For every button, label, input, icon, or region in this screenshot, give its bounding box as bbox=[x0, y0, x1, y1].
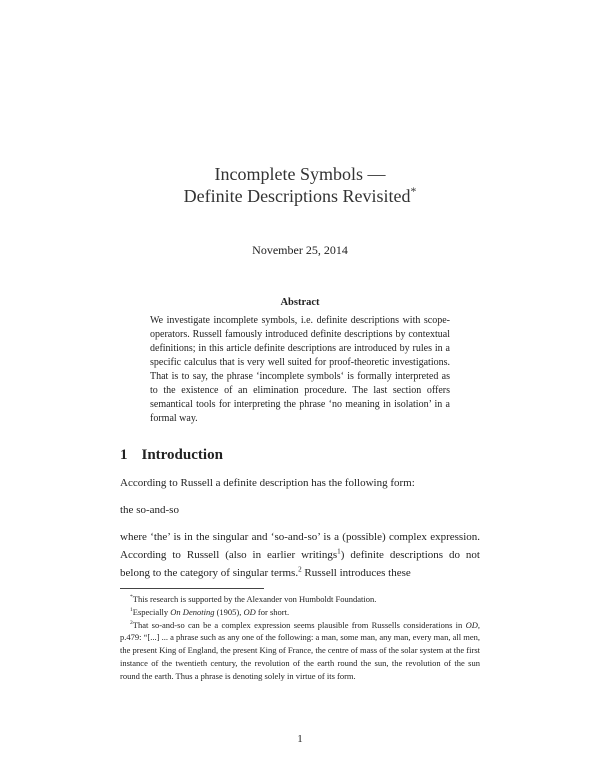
footnote-text: This research is supported by the Alexander von Humboldt Foundation. bbox=[132, 594, 377, 604]
footnote-2 bbox=[120, 619, 480, 683]
footnote-italic: OD bbox=[243, 606, 256, 617]
footnote-text: for short. bbox=[255, 606, 290, 617]
footnote-text: (1905), bbox=[214, 606, 244, 617]
body-paragraph-2: the so-and-so bbox=[120, 504, 179, 516]
body-paragraph-3 bbox=[120, 528, 480, 582]
footnote-italic: On Denoting bbox=[170, 606, 215, 617]
section-number: 1 bbox=[120, 447, 128, 463]
footnote-rule bbox=[120, 588, 264, 589]
title-line-1: Incomplete Symbols — bbox=[214, 164, 386, 184]
footnote-text: That so-and-so can be a complex expression seems plausible from Russells considerations in bbox=[132, 619, 466, 630]
footnote-mark: 1 bbox=[130, 606, 133, 613]
page-number: 1 bbox=[297, 733, 303, 745]
title-line-2 bbox=[120, 185, 480, 207]
footnote-ref-1[interactable]: 1 bbox=[337, 547, 341, 556]
footnote-text: , p.479: “[...] ... a phrase such as any one of the following: a man, some man, any man, every man, all men, the present King of England, the present King of France, the centre of mass of the solar system at the first instance of the twentieth century, the revolution of the earth round the sun, the revolution of the sun round the earth. Thus a phrase is denoting solely in virtue of its form. bbox=[120, 619, 480, 681]
footnote-mark: * bbox=[130, 594, 133, 601]
footnote-italic: OD bbox=[465, 619, 478, 630]
title-text: Definite Descriptions Revisited bbox=[183, 186, 411, 206]
footnotes bbox=[120, 593, 480, 683]
paper-date: November 25, 2014 bbox=[252, 243, 348, 257]
footnote-mark: 2 bbox=[130, 619, 133, 626]
p3-text-a: where ‘the’ is in the singular and ‘so-and-so’ is a (possible) complex expression. According to Russell (also in earlier writings bbox=[120, 531, 480, 561]
abstract-text: We investigate incomplete symbols, i.e. definite descriptions with scope-operators. Russell famously introduced definite descriptions by contextual definitions; in this article definite descriptions are introduced by rules in a specific calculus that is very well suited for proof-theoretic investigations. That is to say, the phrase ‘incomplete symbols‘ is formally interpreted as to the existence of an elimination procedure. The last section offers semantical tools for interpreting the phrase ‘no meaning in isolation’ in a formal way. bbox=[150, 315, 450, 424]
footnote-text: Especially bbox=[132, 606, 171, 617]
footnote-star bbox=[120, 593, 480, 606]
section-title: Introduction bbox=[141, 447, 223, 463]
abstract-heading: Abstract bbox=[280, 297, 320, 308]
p3-text-c: Russell introduces these bbox=[301, 567, 411, 579]
body-paragraph-1: According to Russell a definite description has the following form: bbox=[120, 477, 415, 489]
paper-title bbox=[120, 163, 480, 207]
title-footnote-mark: * bbox=[410, 185, 417, 198]
section-heading bbox=[120, 446, 480, 464]
footnote-1 bbox=[120, 606, 480, 619]
p3-text-b: ) definite descriptions do not belong to the category of singular terms. bbox=[120, 549, 480, 579]
footnote-ref-2[interactable]: 2 bbox=[298, 565, 302, 574]
